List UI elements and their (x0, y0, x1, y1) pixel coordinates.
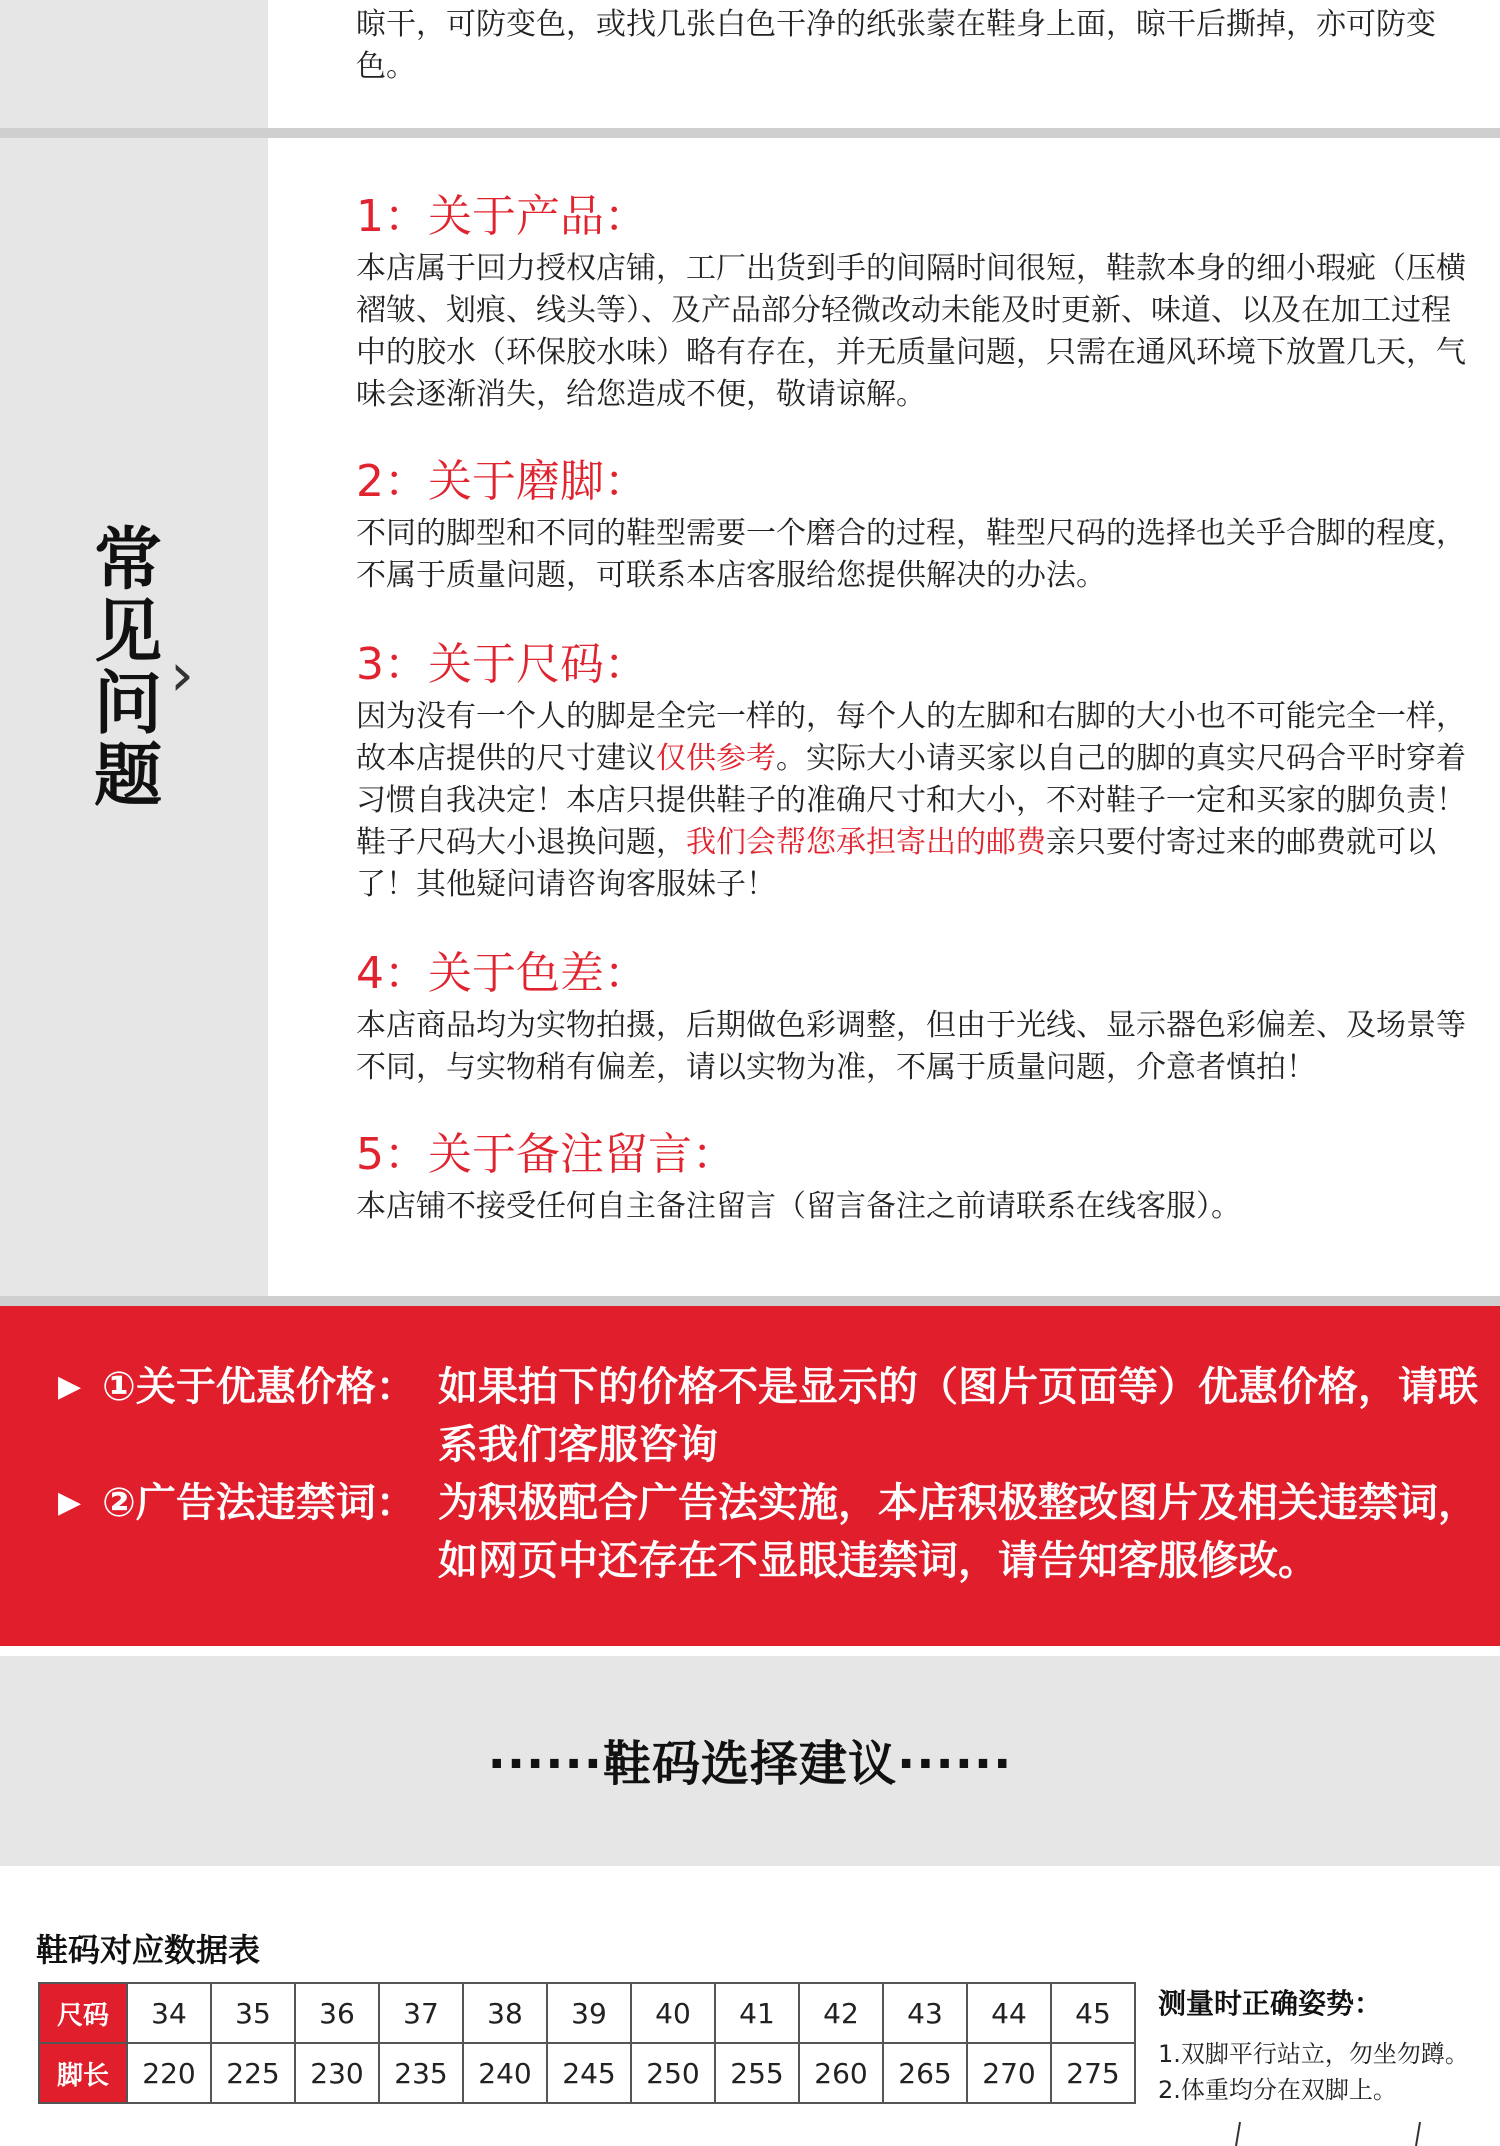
faq-body-text: 。实际大小请买家以自己的脚的真实尺码合平时穿着习惯自我决定！本店只提供鞋子的准确尺寸和大小，不对鞋子一定和买家的脚负责！鞋子尺码大小退换问题， (356, 741, 1466, 860)
faq-body-text: 因为没有一个人的脚是全完一样的，每个人的左脚和右脚的大小也不可能完全一样，故本店提供的尺寸建议 (356, 699, 1466, 776)
tips-title: 测量时正确姿势： (1158, 1987, 1383, 2020)
length-cell: 250 (631, 2043, 715, 2103)
top-side-panel (0, 0, 268, 128)
highlight-text: 仅供参考 (656, 741, 776, 776)
faq-body: 本店商品均为实物拍摄，后期做色彩调整，但由于光线、显示器色彩偏差、及场景等不同，与实物稍有偏差，请以实物为准，不属于质量问题，介意者慎拍！ (356, 1008, 1466, 1085)
tips-line: 1.双脚平行站立，勿坐勿蹲。 (1158, 2040, 1469, 2068)
faq-heading: 2：关于磨脚： (356, 456, 648, 507)
size-cell: 34 (127, 1983, 211, 2043)
faq-heading: 1：关于产品： (356, 191, 648, 242)
highlight-text: 我们会帮您承担寄出的邮费 (686, 825, 1046, 860)
notice-text: 如果拍下的价格不是显示的（图片页面等）优惠价格，请联系我们客服咨询 (438, 1364, 1478, 1468)
size-cell: 37 (379, 1983, 463, 2043)
length-cell: 245 (547, 2043, 631, 2103)
faq-body (356, 696, 1476, 906)
triangle-right-icon: ▶ (58, 1369, 82, 1404)
faq-heading: 3：关于尺码： (356, 639, 648, 690)
faq-item-color (356, 947, 1476, 1089)
faq-heading: 5：关于备注留言： (356, 1129, 736, 1180)
faq-heading: 4：关于色差： (356, 948, 648, 999)
size-cell: 41 (715, 1983, 799, 2043)
size-section-heading: ······鞋码选择建议······ (487, 1736, 1013, 1792)
section-divider (0, 1296, 1500, 1306)
size-cell: 39 (547, 1983, 631, 2043)
faq-title: 常见问题 (93, 521, 162, 816)
faq-item-product (356, 190, 1476, 416)
faq-body: 不同的脚型和不同的鞋型需要一个磨合的过程，鞋型尺码的选择也关乎合脚的程度，不属于质量问题，可联系本店客服给您提供解决的办法。 (356, 516, 1466, 593)
table-row-length (39, 2043, 1135, 2103)
length-cell: 240 (463, 2043, 547, 2103)
measurement-tips (1158, 1982, 1498, 2108)
foot-diagram-icon (1230, 2120, 1430, 2146)
length-cell: 220 (127, 2043, 211, 2103)
faq-body: 本店属于回力授权店铺，工厂出货到手的间隔时间很短，鞋款本身的细小瑕疵（压横褶皱、划痕、线头等）、及产品部分轻微改动未能及时更新、味道、以及在加工过程中的胶水（环保胶水味）略有存在，并无质量问题，只需在通风环境下放置几天，气味会逐渐消失，给您造成不便，敬请谅解。 (356, 251, 1466, 412)
length-cell: 235 (379, 2043, 463, 2103)
faq-body: 本店铺不接受任何自主备注留言（留言备注之前请联系在线客服）。 (356, 1189, 1241, 1224)
size-cell: 43 (883, 1983, 967, 2043)
size-table-title: 鞋码对应数据表 (36, 1931, 261, 1969)
row-header: 尺码 (39, 1983, 127, 2043)
size-cell: 36 (295, 1983, 379, 2043)
notice-label: ②广告法违禁词： (102, 1480, 416, 1526)
size-cell: 45 (1051, 1983, 1135, 2043)
triangle-right-icon: ▶ (58, 1485, 82, 1520)
size-cell: 44 (967, 1983, 1051, 2043)
length-cell: 230 (295, 2043, 379, 2103)
length-cell: 260 (799, 2043, 883, 2103)
length-cell: 225 (211, 2043, 295, 2103)
size-cell: 40 (631, 1983, 715, 2043)
faq-item-chafing (356, 455, 1476, 597)
faq-body-text: 亲只要付寄过来的邮费就可以了！其他疑问请咨询客服妹子！ (356, 825, 1436, 902)
tips-line: 2.体重均分在双脚上。 (1158, 2076, 1397, 2104)
length-cell: 255 (715, 2043, 799, 2103)
length-cell: 275 (1051, 2043, 1135, 2103)
size-table (38, 1982, 1136, 2104)
faq-item-size (356, 638, 1476, 906)
table-row-size (39, 1983, 1135, 2043)
size-cell: 42 (799, 1983, 883, 2043)
care-instruction-text: 晾干，可防变色，或找几张白色干净的纸张蒙在鞋身上面，晾干后撕掉，亦可防变色。 (356, 7, 1436, 84)
faq-item-remarks (356, 1128, 1476, 1228)
row-header: 脚长 (39, 2043, 127, 2103)
size-cell: 35 (211, 1983, 295, 2043)
section-divider (0, 128, 1500, 138)
chevron-right-icon: › (170, 640, 194, 710)
notice-label: ①关于优惠价格： (102, 1364, 416, 1410)
length-cell: 265 (883, 2043, 967, 2103)
size-cell: 38 (463, 1983, 547, 2043)
length-cell: 270 (967, 2043, 1051, 2103)
notice-text: 为积极配合广告法实施，本店积极整改图片及相关违禁词，如网页中还存在不显眼违禁词，请告知客服修改。 (438, 1480, 1478, 1584)
notice-band (0, 1306, 1500, 1646)
